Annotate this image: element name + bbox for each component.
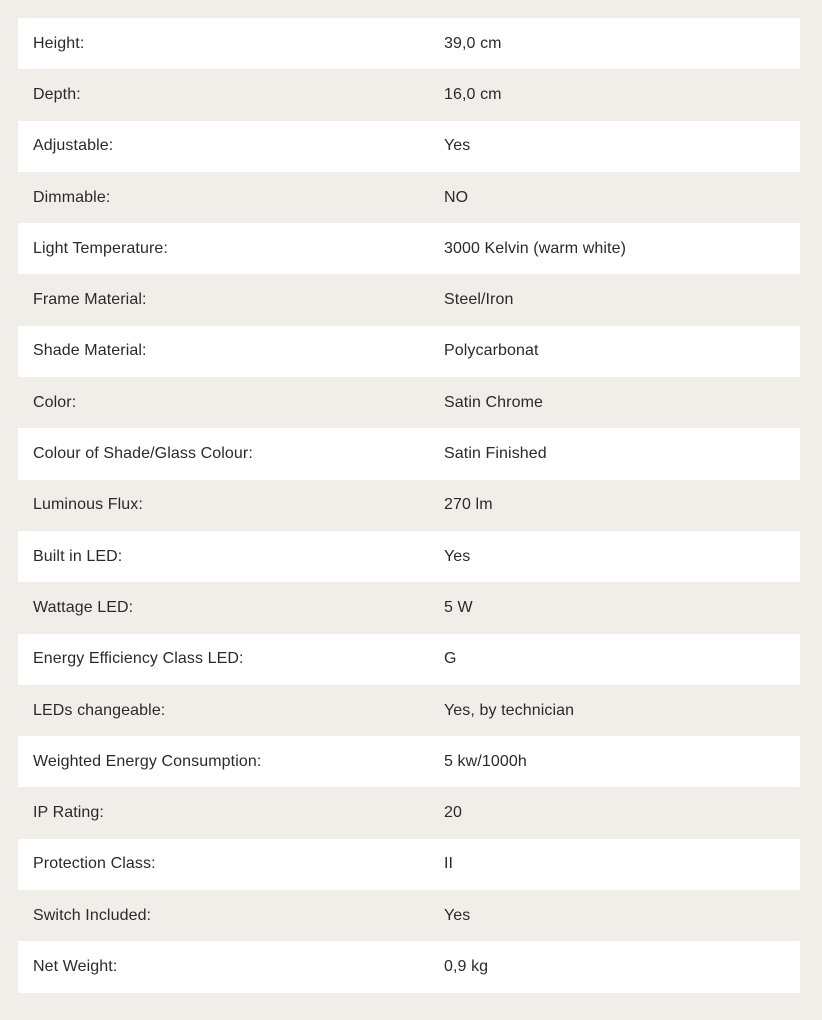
spec-label: Depth:: [33, 85, 81, 103]
spec-value: Steel/Iron: [444, 291, 514, 309]
spec-value: 20: [444, 804, 462, 822]
spec-label: Wattage LED:: [33, 598, 134, 616]
spec-value: NO: [444, 188, 469, 206]
spec-value: 3000 Kelvin (warm white): [444, 239, 627, 257]
spec-value: Yes: [444, 906, 471, 924]
spec-value: II: [444, 855, 454, 873]
spec-label: Height:: [33, 34, 85, 52]
spec-value: 5 kw/1000h: [444, 752, 527, 770]
spec-label: Net Weight:: [33, 957, 118, 975]
spec-value: Polycarbonat: [444, 342, 539, 360]
spec-row-energy-consumption: [18, 736, 800, 787]
spec-label: Switch Included:: [33, 906, 152, 924]
spec-label: LEDs changeable:: [33, 701, 166, 719]
spec-label: Energy Efficiency Class LED:: [33, 650, 244, 668]
spec-label: Light Temperature:: [33, 239, 168, 257]
spec-row-net-weight: [18, 941, 800, 992]
spec-row-switch-included: [18, 890, 800, 941]
spec-value: Yes: [444, 137, 471, 155]
spec-label: Adjustable:: [33, 137, 114, 155]
spec-row-leds-changeable: [18, 685, 800, 736]
spec-label: Weighted Energy Consumption:: [33, 752, 262, 770]
spec-row-shade-material: [18, 326, 800, 377]
spec-label: IP Rating:: [33, 804, 104, 822]
spec-value: 270 lm: [444, 496, 493, 514]
spec-value: G: [444, 650, 457, 668]
spec-row-dimmable: [18, 172, 800, 223]
spec-label: Colour of Shade/Glass Colour:: [33, 445, 253, 463]
spec-label: Luminous Flux:: [33, 496, 143, 514]
spec-row-ip-rating: [18, 787, 800, 838]
spec-row-depth: [18, 69, 800, 120]
spec-value: 5 W: [444, 598, 473, 616]
spec-value: 39,0 cm: [444, 34, 502, 52]
spec-value: Satin Finished: [444, 445, 547, 463]
spec-row-shade-colour: [18, 428, 800, 479]
spec-label: Color:: [33, 393, 77, 411]
spec-row-light-temperature: [18, 223, 800, 274]
spec-label: Built in LED:: [33, 547, 123, 565]
spec-row-color: [18, 377, 800, 428]
spec-label: Dimmable:: [33, 188, 111, 206]
spec-value: Yes: [444, 547, 471, 565]
spec-label: Shade Material:: [33, 342, 147, 360]
spec-value: 16,0 cm: [444, 85, 502, 103]
spec-table: [18, 18, 800, 993]
spec-value: 0,9 kg: [444, 957, 489, 975]
spec-row-frame-material: [18, 274, 800, 325]
spec-row-height: [18, 18, 800, 69]
spec-row-energy-efficiency: [18, 634, 800, 685]
spec-row-built-in-led: [18, 531, 800, 582]
spec-row-adjustable: [18, 121, 800, 172]
spec-value: Yes, by technician: [444, 701, 575, 719]
spec-row-luminous-flux: [18, 480, 800, 531]
spec-label: Protection Class:: [33, 855, 156, 873]
spec-row-protection-class: [18, 839, 800, 890]
spec-value: Satin Chrome: [444, 393, 544, 411]
spec-label: Frame Material:: [33, 291, 147, 309]
spec-row-wattage-led: [18, 582, 800, 633]
